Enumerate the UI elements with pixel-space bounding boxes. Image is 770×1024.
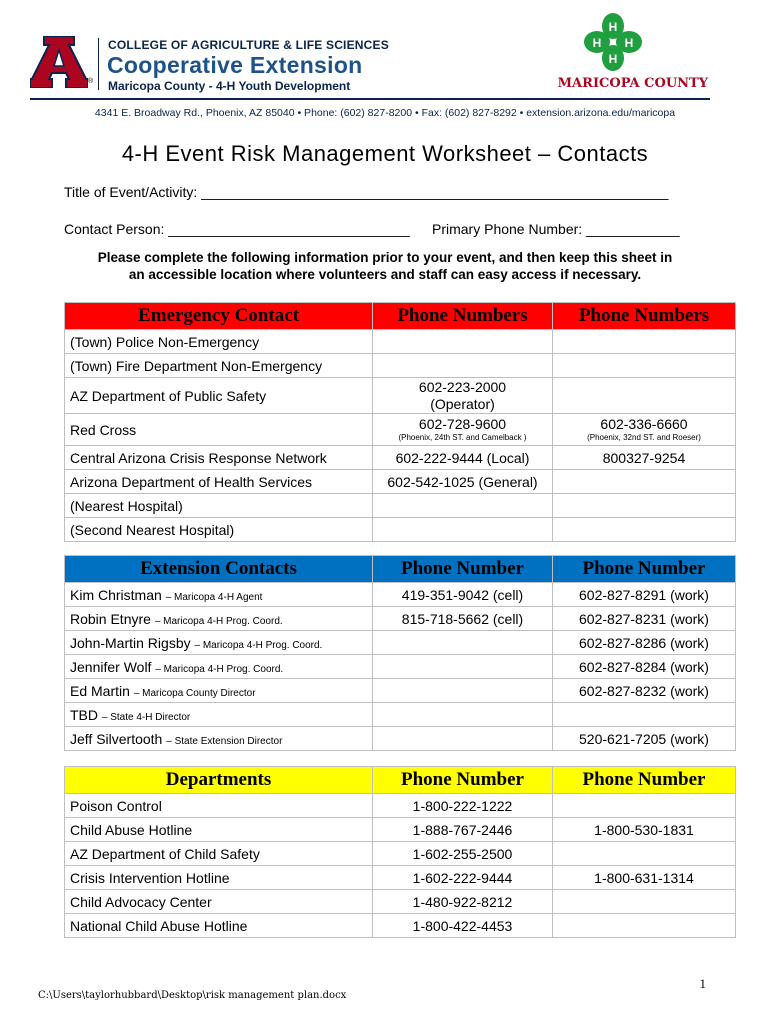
- column-header: Phone Numbers: [373, 303, 553, 330]
- primary-phone-field[interactable]: Primary Phone Number: ____________: [432, 221, 680, 237]
- phone-cell: 602-827-8232 (work): [553, 679, 736, 703]
- phone-cell: 520-621-7205 (work): [553, 727, 736, 751]
- phone-cell: 602-827-8286 (work): [553, 631, 736, 655]
- university-a-logo: [30, 36, 88, 88]
- contact-role: – Maricopa County Director: [133, 687, 256, 699]
- phone-cell[interactable]: [373, 631, 553, 655]
- phone-cell[interactable]: [553, 470, 736, 494]
- table-row: [65, 354, 736, 378]
- phone-cell: 602-827-8284 (work): [553, 655, 736, 679]
- contact-name: Arizona Department of Health Services: [65, 470, 373, 494]
- phone-number: 602-223-2000: [418, 378, 507, 395]
- phone-cell[interactable]: [553, 518, 736, 542]
- column-header: Phone Number: [373, 556, 553, 583]
- contact-name: Central Arizona Crisis Response Network: [65, 446, 373, 470]
- emergency-contacts-table: [64, 302, 736, 542]
- contact-role: – Maricopa 4-H Prog. Coord.: [155, 663, 284, 675]
- svg-text:H: H: [608, 52, 618, 66]
- phone-cell: 602-827-8291 (work): [553, 583, 736, 607]
- phone-cell: [553, 414, 736, 446]
- phone-cell[interactable]: [553, 794, 736, 818]
- page-title: 4-H Event Risk Management Worksheet – Contacts: [121, 141, 649, 166]
- column-header: Phone Number: [553, 767, 736, 794]
- page-number: 1: [699, 976, 706, 991]
- phone-cell: 1-480-922-8212: [373, 890, 553, 914]
- phone-note: (Phoenix, 32nd ST. and Roeser): [587, 433, 701, 442]
- phone-cell: 1-800-631-1314: [553, 866, 736, 890]
- table-row: [65, 655, 736, 679]
- phone-cell[interactable]: [373, 494, 553, 518]
- phone-cell[interactable]: [553, 330, 736, 354]
- table-row: [65, 494, 736, 518]
- svg-text:H: H: [608, 20, 618, 34]
- phone-cell: 419-351-9042 (cell): [373, 583, 553, 607]
- phone-cell[interactable]: [373, 679, 553, 703]
- phone-cell: 602-542-1025 (General): [373, 470, 553, 494]
- table-header-row: [65, 767, 736, 794]
- phone-cell[interactable]: [553, 842, 736, 866]
- table-row: [65, 794, 736, 818]
- contact-name: (Nearest Hospital): [65, 494, 373, 518]
- table-row: [65, 842, 736, 866]
- column-header: Extension Contacts: [65, 556, 373, 583]
- contact-name: AZ Department of Public Safety: [65, 378, 373, 414]
- phone-cell: 1-800-222-1222: [373, 794, 553, 818]
- contact-role: – State Extension Director: [166, 735, 283, 747]
- phone-cell[interactable]: [553, 494, 736, 518]
- phone-cell: 800327-9254: [553, 446, 736, 470]
- phone-cell[interactable]: [553, 914, 736, 938]
- phone-cell[interactable]: [553, 354, 736, 378]
- phone-cell[interactable]: [373, 727, 553, 751]
- table-row: [65, 518, 736, 542]
- column-header: Departments: [65, 767, 373, 794]
- phone-cell: 1-800-530-1831: [553, 818, 736, 842]
- department-name: AZ Department of Child Safety: [65, 842, 373, 866]
- department-name: Child Advocacy Center: [65, 890, 373, 914]
- contact-name: (Second Nearest Hospital): [65, 518, 373, 542]
- file-path: C:\Users\taylorhubbard\Desktop\risk management plan.docx: [38, 990, 347, 1001]
- header-divider-vertical: [98, 38, 99, 90]
- contact-name: Ed Martin – Maricopa County Director: [65, 679, 373, 703]
- contact-name: Kim Christman – Maricopa 4-H Agent: [65, 583, 373, 607]
- table-header-row: [65, 556, 736, 583]
- contact-name: John-Martin Rigsby – Maricopa 4-H Prog. Coord.: [65, 631, 373, 655]
- contact-name: (Town) Police Non-Emergency: [65, 330, 373, 354]
- svg-text:H: H: [624, 36, 634, 50]
- phone-cell: 1-602-255-2500: [373, 842, 553, 866]
- county-label: MARICOPA COUNTY: [557, 76, 708, 91]
- registered-mark: ®: [88, 78, 94, 85]
- department-name: Child Abuse Hotline: [65, 818, 373, 842]
- extension-contacts-table: [64, 555, 736, 751]
- contact-name: (Town) Fire Department Non-Emergency: [65, 354, 373, 378]
- phone-cell: 602-222-9444 (Local): [373, 446, 553, 470]
- instructions: [40, 249, 730, 283]
- event-title-field[interactable]: Title of Event/Activity: ____________________________________________________________: [64, 184, 669, 200]
- phone-cell[interactable]: [373, 703, 553, 727]
- phone-cell: 815-718-5662 (cell): [373, 607, 553, 631]
- contact-name: Jeff Silvertooth – State Extension Director: [65, 727, 373, 751]
- table-row: [65, 446, 736, 470]
- department-name: Poison Control: [65, 794, 373, 818]
- table-row: [65, 631, 736, 655]
- phone-cell: [373, 414, 553, 446]
- 4h-clover-icon: [583, 12, 643, 72]
- table-row: [65, 727, 736, 751]
- table-row: [65, 330, 736, 354]
- college-name: COLLEGE OF AGRICULTURE & LIFE SCIENCES: [108, 38, 389, 52]
- contact-role: – Maricopa 4-H Agent: [165, 591, 263, 603]
- table-row: [65, 470, 736, 494]
- table-row: [65, 914, 736, 938]
- table-header-row: [65, 303, 736, 330]
- column-header: Phone Number: [553, 556, 736, 583]
- county-program-subtitle: Maricopa County - 4-H Youth Development: [108, 79, 351, 93]
- table-row: [65, 378, 736, 414]
- phone-cell[interactable]: [373, 518, 553, 542]
- phone-number: 602-336-6660: [600, 416, 688, 432]
- phone-cell[interactable]: [373, 655, 553, 679]
- contact-role: – Maricopa 4-H Prog. Coord.: [154, 615, 283, 627]
- contact-name: Red Cross: [65, 414, 373, 446]
- svg-text:H: H: [592, 36, 602, 50]
- table-row: [65, 818, 736, 842]
- departments-table: [64, 766, 736, 938]
- department-name: Crisis Intervention Hotline: [65, 866, 373, 890]
- phone-cell[interactable]: [373, 330, 553, 354]
- contact-role: – Maricopa 4-H Prog. Coord.: [194, 639, 323, 651]
- phone-note: (Phoenix, 24th ST. and Camelback ): [398, 433, 527, 442]
- instructions-line-1: Please complete the following information prior to your event, and then keep this sheet in: [97, 250, 673, 265]
- table-row: [65, 583, 736, 607]
- column-header: Emergency Contact: [65, 303, 373, 330]
- phone-cell: 1-800-422-4453: [373, 914, 553, 938]
- phone-cell[interactable]: [553, 703, 736, 727]
- instructions-line-2: an accessible location where volunteers and staff can easy access if necessary.: [128, 267, 642, 282]
- table-row: [65, 679, 736, 703]
- table-row: [65, 703, 736, 727]
- phone-cell: 1-602-222-9444: [373, 866, 553, 890]
- phone-cell: 602-827-8231 (work): [553, 607, 736, 631]
- column-header: Phone Numbers: [553, 303, 736, 330]
- column-header: Phone Number: [373, 767, 553, 794]
- phone-cell[interactable]: [373, 354, 553, 378]
- phone-note: (Operator): [430, 395, 495, 412]
- table-row: [65, 866, 736, 890]
- contact-role: – State 4-H Director: [101, 711, 191, 723]
- header-divider-horizontal: [30, 98, 710, 100]
- contact-name: Robin Etnyre – Maricopa 4-H Prog. Coord.: [65, 607, 373, 631]
- table-row: [65, 890, 736, 914]
- contact-name: TBD – State 4-H Director: [65, 703, 373, 727]
- phone-cell[interactable]: [553, 378, 736, 414]
- phone-number: 602-728-9600: [418, 416, 507, 432]
- table-row: [65, 414, 736, 446]
- department-name: National Child Abuse Hotline: [65, 914, 373, 938]
- contact-name: Jennifer Wolf – Maricopa 4-H Prog. Coord.: [65, 655, 373, 679]
- office-address: 4341 E. Broadway Rd., Phoenix, AZ 85040 • Phone: (602) 827-8200 • Fax: (602) 827-8292 • extension.arizona.edu/maricopa: [94, 107, 676, 119]
- phone-cell: [373, 378, 553, 414]
- phone-cell[interactable]: [553, 890, 736, 914]
- cooperative-extension-title: Cooperative Extension: [107, 52, 363, 78]
- contact-person-field[interactable]: Contact Person: _______________________________: [64, 221, 410, 237]
- table-row: [65, 607, 736, 631]
- phone-cell: 1-888-767-2446: [373, 818, 553, 842]
